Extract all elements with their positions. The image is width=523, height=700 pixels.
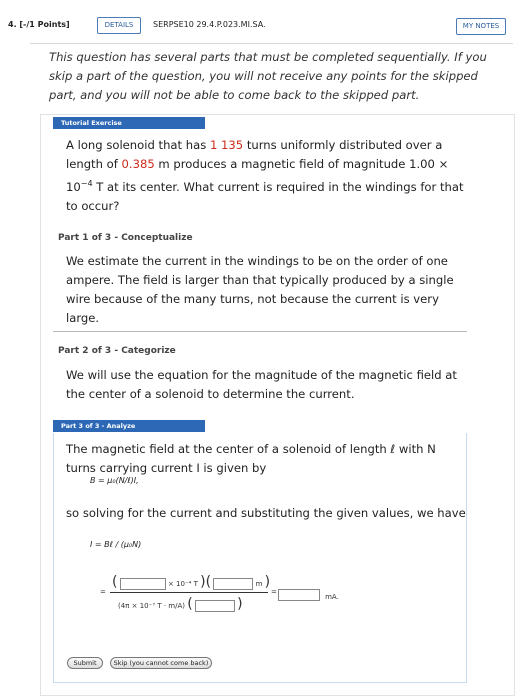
answer-row — [278, 584, 339, 603]
length-unit-label: m — [255, 580, 263, 588]
part-3-text-1a: The magnetic field at the center of a solenoid of length — [66, 442, 391, 456]
my-notes-button[interactable]: MY NOTES — [456, 18, 506, 35]
skip-button[interactable]: Skip (you cannot come back) — [110, 657, 212, 669]
problem-text-3: m produces a magnetic field of magnitude 1.00 × 10 — [66, 157, 449, 194]
part-3-tag: Part 3 of 3 - Analyze — [53, 420, 205, 432]
denominator-row: (4π × 10⁻⁷ T · m/A) ( ) — [118, 596, 243, 612]
numerator-row: ( × 10⁻⁴ T )( m ) — [112, 574, 271, 590]
problem-text-1: A long solenoid that has — [66, 138, 210, 152]
part-1-text: We estimate the current in the windings to be on the order of one ampere. The field is larger than that typically produced by a single wire because of the many turns, not because the current is very large. — [66, 254, 454, 325]
question-number: 4. [-/1 Points] — [8, 20, 70, 29]
details-button[interactable]: DETAILS — [97, 17, 141, 34]
problem-text-4: T at its center. What current is required in the windings for that to occur? — [66, 179, 464, 213]
field-units-label: × 10⁻⁴ T — [167, 580, 198, 588]
problem-statement — [66, 136, 476, 216]
length-value: 0.385 — [121, 157, 155, 171]
part-3-text-1b: with N turns carrying current I is given by — [66, 442, 436, 475]
length-symbol: ℓ — [390, 442, 396, 456]
current-answer-input[interactable] — [278, 589, 320, 601]
equals-left: = — [100, 588, 106, 596]
field-magnitude-input[interactable] — [120, 578, 166, 590]
question-id: SERPSE10 29.4.P.023.MI.SA. — [153, 20, 266, 29]
fraction-bar — [110, 592, 268, 593]
answer-unit-label: mA. — [325, 593, 339, 601]
part-3-text-1 — [66, 440, 466, 478]
part-divider — [53, 331, 467, 332]
part-2-text: We will use the equation for the magnitude of the magnetic field at the center of a solenoid to determine the current. — [66, 368, 457, 401]
problem-text-2: turns uniformly distributed over a length of — [66, 138, 443, 171]
length-input[interactable] — [213, 578, 253, 590]
sequential-parts-notice: This question has several parts that must be completed sequentially. If you skip a part of the question, you will not receive any points for the skipped part, and you will not be able to come back to the skipped part. — [49, 50, 487, 102]
field-exponent: −4 — [80, 179, 93, 188]
turns-input[interactable] — [195, 600, 235, 612]
turns-value: 1 135 — [209, 138, 244, 152]
part-2-heading: Part 2 of 3 - Categorize — [58, 346, 176, 356]
header-divider — [30, 43, 513, 44]
current-formula: I = Bℓ / (μ₀N) — [90, 540, 142, 549]
tutorial-exercise-tag: Tutorial Exercise — [53, 117, 205, 129]
submit-button[interactable]: Submit — [67, 657, 103, 669]
part-3-text-2: so solving for the current and substituting the given values, we have — [66, 506, 466, 520]
mu-zero-value: (4π × 10⁻⁷ T · m/A) — [118, 602, 185, 610]
equals-sign: = — [271, 588, 277, 596]
solenoid-field-formula: B = μ₀(N/ℓ)I, — [90, 476, 139, 485]
part-1-heading: Part 1 of 3 - Conceptualize — [58, 233, 193, 243]
